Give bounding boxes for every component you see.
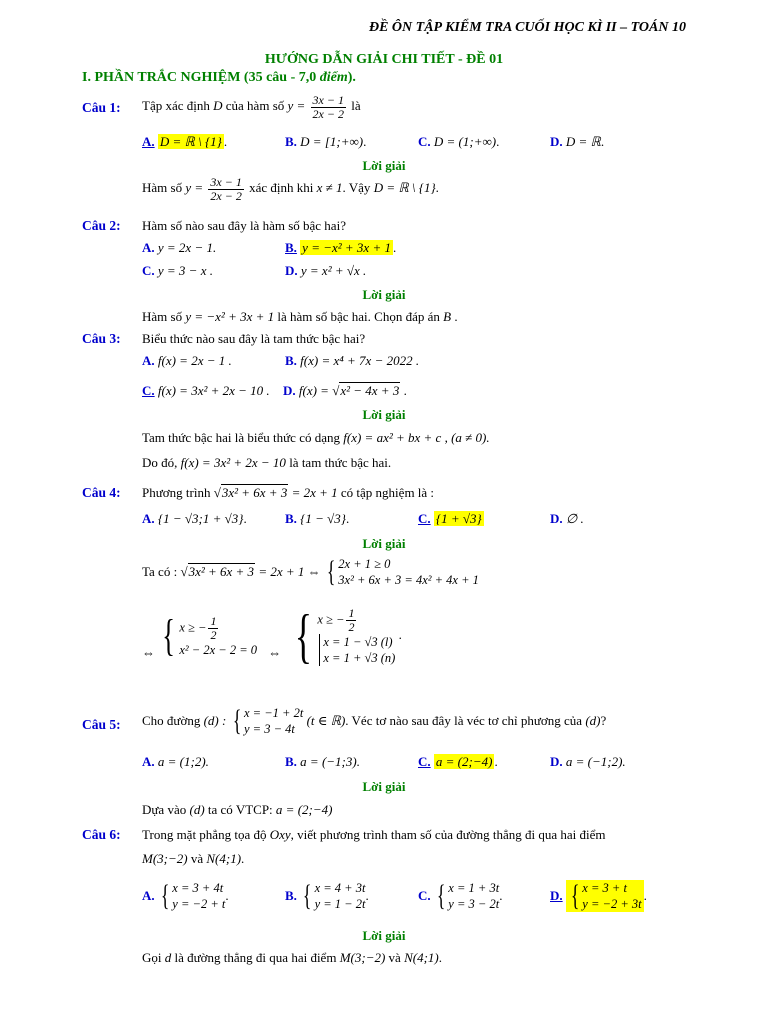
question-5-text: Cho đường (d) : { x = −1 + 2t y = 3 − 4t (t ∈ ℝ). Véc tơ nào sau đây là véc tơ chỉ phương của (d)?	[142, 704, 607, 737]
question-5-label: Câu 5:	[82, 717, 121, 732]
document-title: HƯỚNG DẪN GIẢI CHI TIẾT - ĐỀ 01	[264, 52, 504, 67]
question-1-label: Câu 1:	[82, 100, 121, 115]
question-4-option-b[interactable]: B. {1 − √3}.	[285, 511, 350, 526]
question-1-option-c[interactable]: C. D = (1;+∞).	[418, 134, 500, 149]
question-5-option-d[interactable]: D. a = (−1;2).	[550, 754, 626, 769]
question-6-text: Trong mặt phẳng tọa độ Oxy, viết phương trình tham số của đường thẳng đi qua hai điểm	[142, 827, 606, 842]
question-1-option-d[interactable]: D. D = ℝ.	[550, 134, 605, 149]
question-3-solution-line-2: Do đó, f(x) = 3x² + 2x − 10 là tam thức bậc hai.	[142, 455, 392, 470]
question-6-option-a[interactable]: A. { x = 3 + 4t y = −2 + t .	[142, 879, 229, 912]
question-5-solution-heading: Lời giải	[362, 779, 406, 794]
question-4-option-c[interactable]: C. {1 + √3}	[418, 511, 482, 526]
question-4-solution-line-1: Ta có : √3x² + 6x + 3 = 2x + 1 ⇔ { 2x + 1 ≥ 0 3x² + 6x + 3 = 4x² + 4x + 1	[142, 555, 479, 588]
question-2-label: Câu 2:	[82, 218, 121, 233]
question-5-option-a[interactable]: A. a = (1;2).	[142, 754, 209, 769]
question-2-solution-heading: Lời giải	[362, 287, 406, 302]
question-1-text: Tập xác định D của hàm số y = $\frac{3x - 1}{2x - 2}$ là	[142, 92, 361, 121]
question-6-option-b[interactable]: B. { x = 4 + 3t y = 1 − 2t .	[285, 879, 369, 912]
question-3-solution-line-1: Tam thức bậc hai là biểu thức có dạng f(x) = ax² + bx + c , (a ≠ 0).	[142, 430, 490, 445]
question-6-solution: Gọi d là đường thẳng đi qua hai điểm M(3;−2) và N(4;1).	[142, 950, 442, 965]
question-6-solution-heading: Lời giải	[362, 928, 406, 943]
question-3-option-c[interactable]: C. f(x) = 3x² + 2x − 10 .	[142, 383, 270, 398]
question-1-option-a[interactable]: A. D = ℝ \ {1} .	[142, 134, 228, 149]
question-2-option-c[interactable]: C. y = 3 − x .	[142, 263, 213, 278]
question-2-option-d[interactable]: D. y = x² + √x .	[285, 263, 367, 278]
question-6-label: Câu 6:	[82, 827, 121, 842]
question-1-option-b[interactable]: B. D = [1;+∞).	[285, 134, 367, 149]
question-4-solution-line-2: ⇔ { x ≥ − $\frac{1}{2}$ x² − 2x − 2 = 0 ⇔ { x ≥ − $\frac{1}{2}$ x = 1 − √3 (l) x = 1 + √3 (n) .	[142, 603, 402, 669]
question-5-option-c[interactable]: C. a = (2;−4) .	[418, 754, 498, 769]
question-3-option-d[interactable]: D. f(x) = √x² − 4x + 3 .	[283, 383, 407, 398]
document-header: ĐỀ ÔN TẬP KIỂM TRA CUỐI HỌC KÌ II – TOÁN 10	[368, 20, 686, 35]
question-3-solution-heading: Lời giải	[362, 407, 406, 422]
question-4-solution-heading: Lời giải	[362, 536, 406, 551]
question-3-text: Biểu thức nào sau đây là tam thức bậc hai?	[142, 331, 366, 346]
question-4-text: Phương trình √3x² + 6x + 3 = 2x + 1 có tập nghiệm là :	[142, 485, 435, 500]
question-2-solution: Hàm số y = −x² + 3x + 1 là hàm số bậc hai. Chọn đáp án B .	[142, 309, 458, 324]
question-4-option-d[interactable]: D. ∅ .	[550, 511, 584, 526]
question-5-solution: Dựa vào (d) ta có VTCP: a = (2;−4)	[142, 802, 333, 817]
question-1-solution-heading: Lời giải	[362, 158, 406, 173]
question-6-points: M(3;−2) và N(4;1).	[142, 851, 245, 866]
question-5-option-b[interactable]: B. a = (−1;3).	[285, 754, 360, 769]
question-2-option-a[interactable]: A. y = 2x − 1.	[142, 240, 217, 255]
question-4-label: Câu 4:	[82, 485, 121, 500]
question-6-option-d[interactable]: D. { x = 3 + t y = −2 + 3t .	[550, 879, 647, 912]
question-6-option-c[interactable]: C. { x = 1 + 3t y = 3 − 2t .	[418, 879, 503, 912]
question-3-label: Câu 3:	[82, 331, 121, 346]
section-heading: I. PHẦN TRẮC NGHIỆM (35 câu - 7,0 điểm).	[82, 70, 356, 85]
question-2-option-b[interactable]: B. y = −x² + 3x + 1 .	[285, 240, 397, 255]
question-4-option-a[interactable]: A. {1 − √3;1 + √3}.	[142, 511, 247, 526]
question-3-option-b[interactable]: B. f(x) = x⁴ + 7x − 2022 .	[285, 353, 420, 368]
question-2-text: Hàm số nào sau đây là hàm số bậc hai?	[142, 218, 346, 233]
question-1-solution: Hàm số y = $\frac{3x - 1}{2x - 2}$ xác định khi x ≠ 1. Vậy D = ℝ \ {1}.	[142, 174, 439, 203]
question-3-option-a[interactable]: A. f(x) = 2x − 1 .	[142, 353, 232, 368]
